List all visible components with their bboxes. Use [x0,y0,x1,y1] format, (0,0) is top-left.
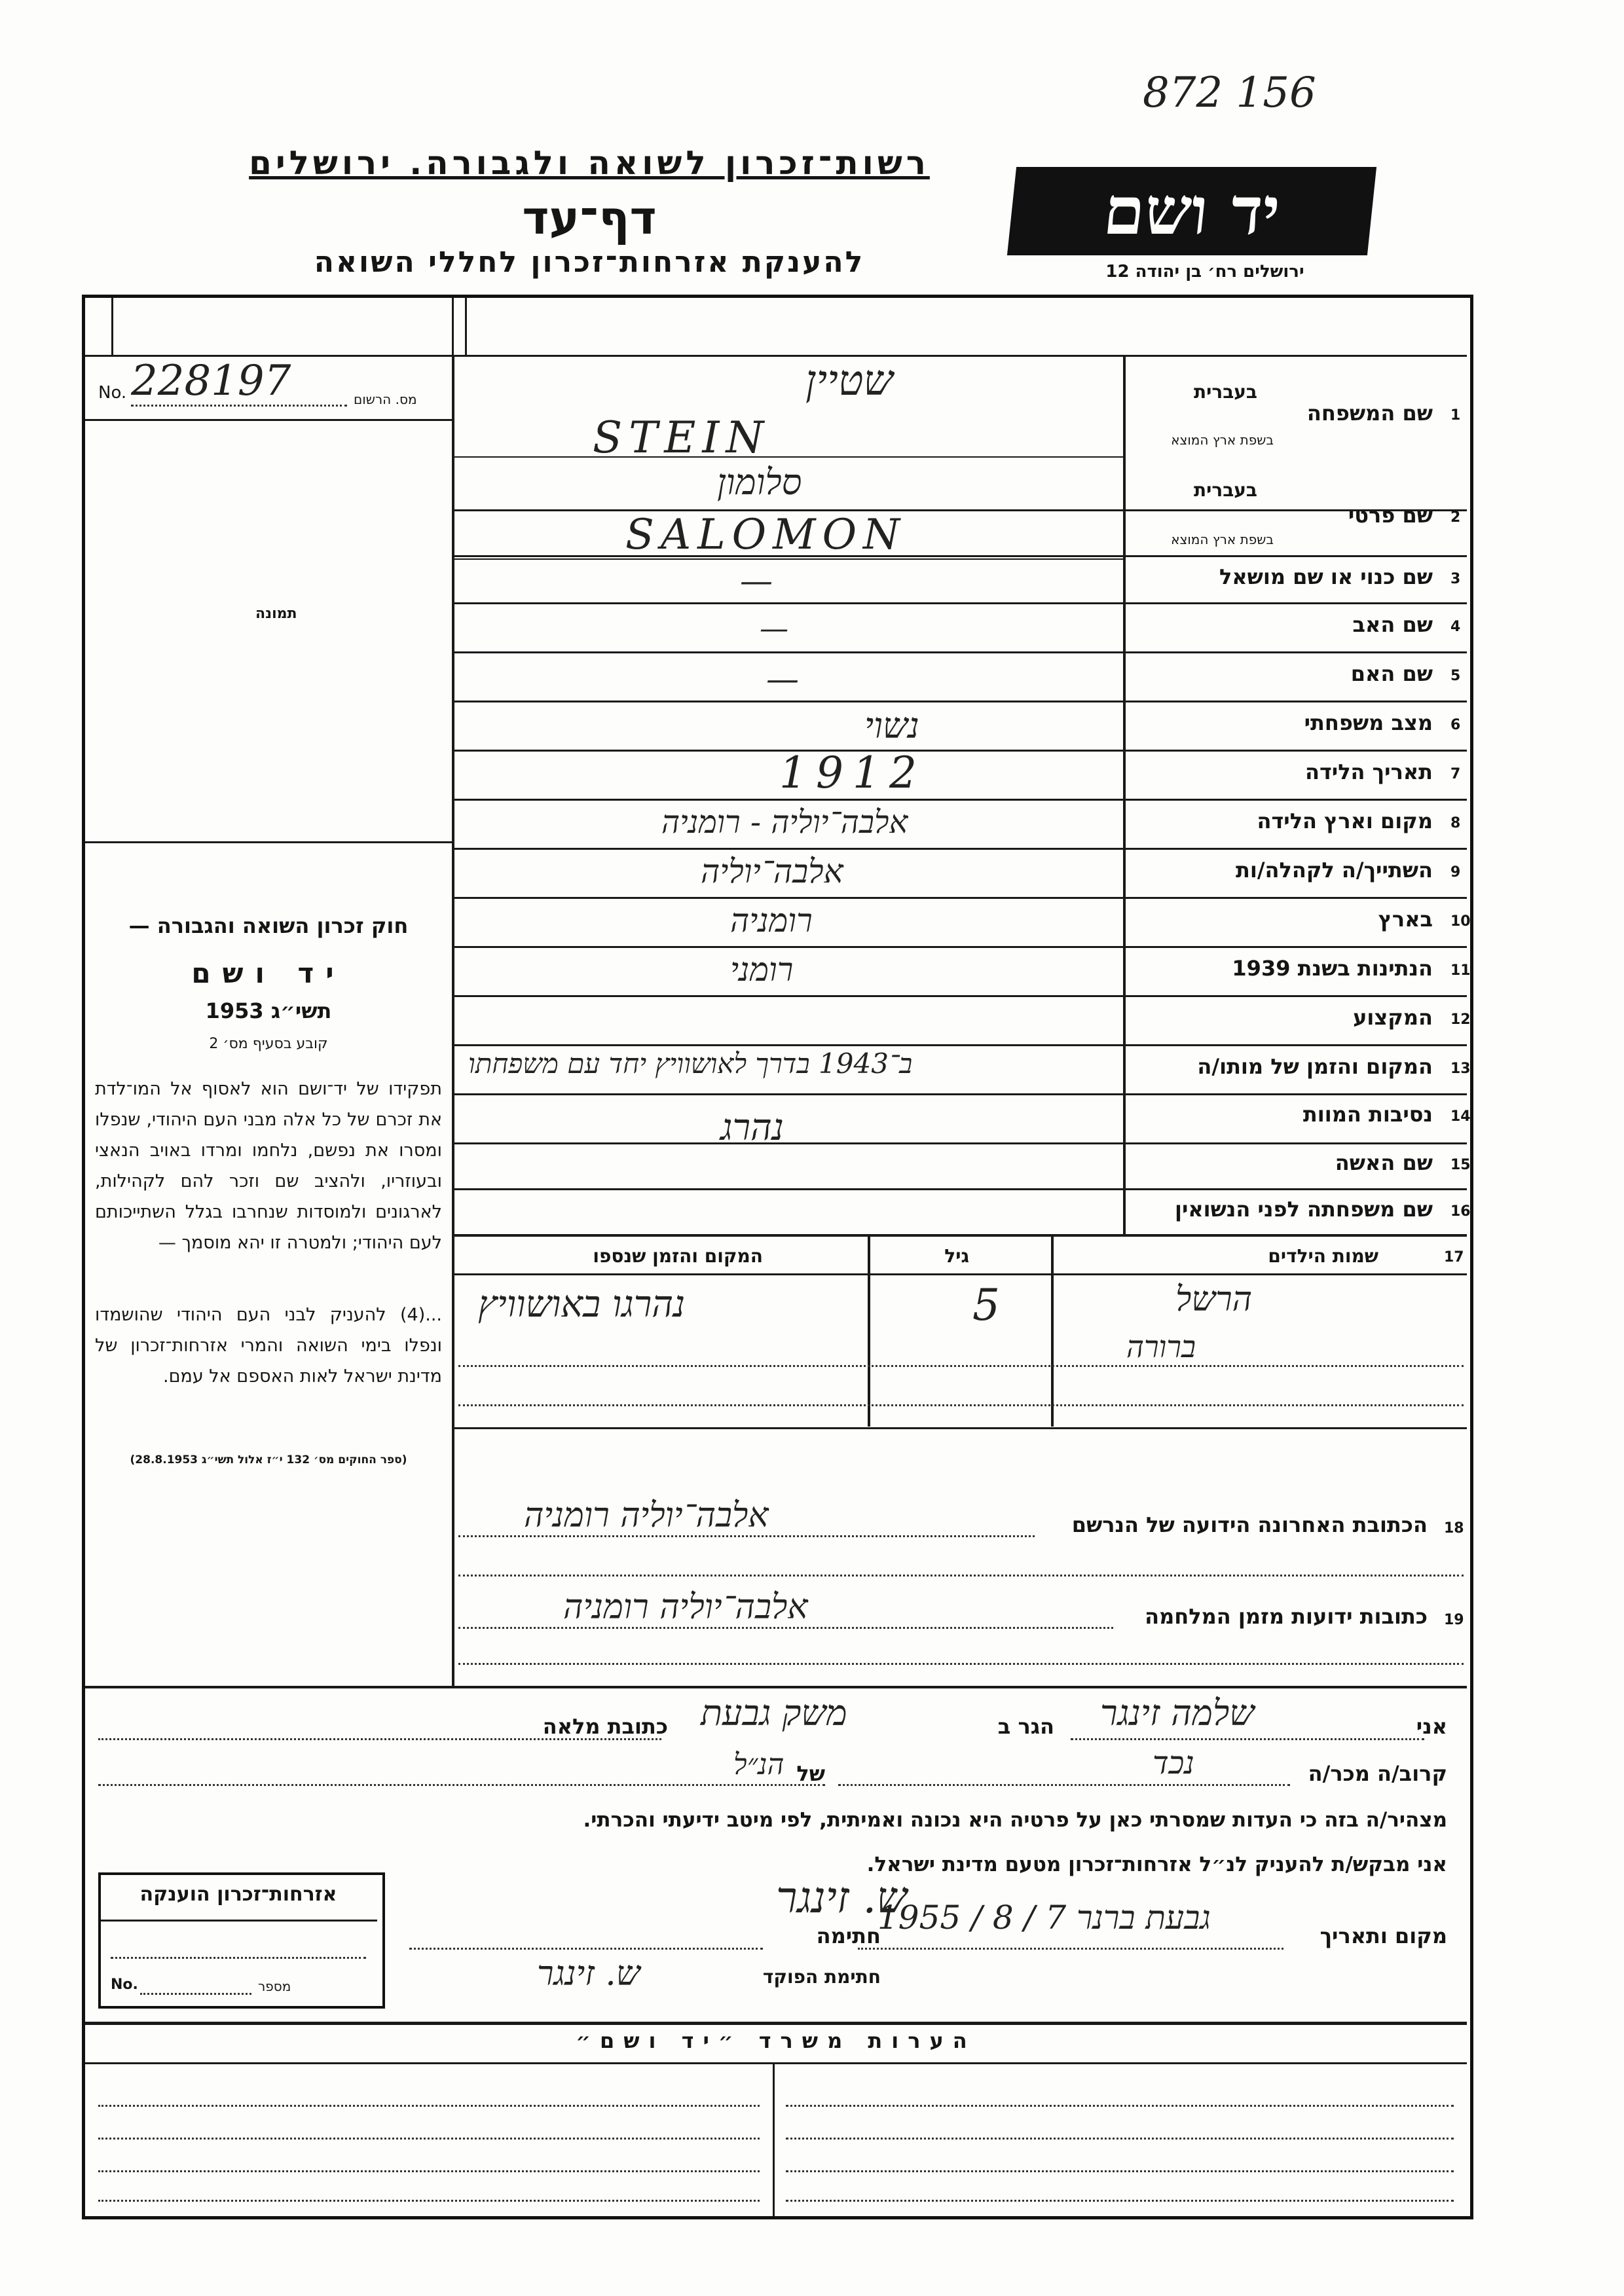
field-6-number: 6 [1450,717,1461,733]
field-5-number: 5 [1450,668,1461,684]
photo-label: תמונה [255,606,297,622]
child-name-2: ברורה [1126,1329,1196,1364]
declaration-of-value: הנ״ל [733,1748,784,1781]
field-5-value: — [766,660,799,698]
field-13-value: ב־1943 בדרך לאושוויץ יחד עם משפחתו [468,1048,913,1080]
declaration-full-address-label: כתובת מלאה [542,1714,668,1739]
field-9-number: 9 [1450,864,1461,881]
field-19-label: כתובות ידועות מזמן המלחמה [1145,1604,1428,1629]
field-15-number: 15 [1450,1157,1471,1173]
field-1-number: 1 [1450,407,1461,424]
field-13-label: המקום והזמן של מותו/ה [1197,1054,1433,1079]
field-4-number: 4 [1450,619,1461,635]
field-18-number: 18 [1444,1520,1464,1537]
field-7-label: תאריך הלידה [1304,759,1433,784]
citizenship-box [98,1872,385,2009]
registration-no-label: No. [98,383,127,403]
field-19-number: 19 [1444,1612,1464,1628]
declarant-residence: משק גבעת [701,1692,847,1734]
field-4-value: — [760,612,788,646]
form-title: דף־עד [522,191,657,245]
field-18-label: הכתובת האחרונה הידועה של הנרשם [1071,1512,1428,1537]
field-7-value: 1912 [779,748,926,798]
field-11-number: 11 [1450,962,1471,979]
logo-address: ירושלים רח׳ בן יהודה 12 [1105,262,1304,282]
field-2-lang-label: בשפת ארץ המוצא [1171,532,1274,547]
field-14-value: נהרג [720,1106,784,1149]
field-18-value: אלבה־יוליה רומניה [524,1496,769,1535]
field-15-label: שם האשה [1335,1150,1433,1175]
law-name: יד ושם [191,957,346,989]
law-reference: (ספר החוקים מס׳ 132 י״ז אלול תשי״ג 28.8.1953) [130,1453,407,1467]
child-place: נהרגו באושוויץ [478,1283,686,1326]
field-3-label: שם כנוי או שם מושאל [1219,564,1433,589]
yad-vashem-logo [1007,167,1376,255]
field-1-label: שם המשפחה [1306,401,1433,426]
declaration-statement: מצהיר/ה בזה כי העדות שמסרתי כאן על פרטיה היא נכונה ואמיתית, לפי מיטב ידיעתי והכרתי. [583,1808,1447,1832]
law-paragraph-2: ...(4) להעניק לבני העם היהודי שהושמדו ונפלו בימי השואה והמרי אזרחות־זכרון של מדינת ישראל לאות האספם אל עמם. [95,1305,442,1387]
signature-value: ש. זינגר [776,1872,908,1923]
field-1-lang-value: STEIN [593,412,771,463]
field-10-value: רומניה [730,902,813,939]
signature-label: חתימה [816,1923,881,1948]
declaration-of-label: של [796,1761,825,1786]
field-3-number: 3 [1450,571,1461,587]
declarant-name: שלמה זינגר [1100,1692,1255,1734]
registration-number: 228197 [131,357,291,405]
field-6-value: נשוי [864,705,919,746]
field-10-label: בארץ [1378,907,1433,932]
field-5-label: שם האם [1350,661,1433,686]
law-clause: קובע בסעיף מס׳ 2 [209,1036,328,1052]
field-2-hebrew-label: בעברית [1193,479,1257,501]
field-8-number: 8 [1450,815,1461,831]
officer-signature-value: ש. זינגר [537,1954,640,1994]
field-2-hebrew-value: סלומון [717,462,802,503]
field-2-number: 2 [1450,509,1461,526]
declarant-relation: נכד [1153,1745,1194,1781]
field-16-number: 16 [1450,1203,1471,1220]
authority-title: רשות־זכרון לשואה ולגבורה. ירושלים [249,144,930,182]
remarks-label: הערות משרד ״יד ושם״ [576,2028,976,2053]
declaration-relative-label: קרוב/ה מכר/ה [1308,1761,1447,1786]
field-17-number: 17 [1444,1249,1464,1266]
field-11-label: הנתינות בשנת 1939 [1232,956,1433,981]
logo-text: יד ושם [1099,172,1284,249]
registration-label: מס. הרשום [354,392,417,407]
field-12-label: המקצוע [1353,1005,1433,1030]
field-8-value: אלבה־יוליה - רומניה [661,804,908,841]
field-3-value: — [740,562,773,600]
field-14-number: 14 [1450,1108,1471,1125]
child-name: הרשל [1175,1280,1253,1319]
place-value: גבעת ברנר 7 / 8 / 1955 [877,1899,1211,1937]
officer-signature-label: חתימת הפוקד [762,1966,881,1988]
field-10-number: 10 [1450,913,1471,930]
law-paragraph-1: תפקידו של יד־ושם הוא לאסוף אל המו־לדת את זכרם של כל אלה מבני העם היהודי, שנפלו ומסרו את נפשם, נלחמו ומרדו באויב הנאצי ובעוזריו, ולהציב שם וזכר להם לקהילות, לארגונים ולמוסדות שנחרבו בגלל השתייכותם לעם היהודי; ולמטרה זו יהא מוסמך — [95,1079,442,1253]
child-age: 5 [972,1280,1000,1330]
children-col-age: גיל [944,1245,969,1267]
citizenship-number-label: מספר [258,1978,291,1994]
citizenship-box-title: אזרחות־זכרון הוענקה [139,1883,337,1906]
field-14-label: נסיבות המוות [1302,1102,1433,1127]
declaration-resident-label: הגר ב [997,1714,1054,1739]
field-1-lang-label: בשפת ארץ המוצא [1171,432,1274,448]
field-1-hebrew-value: שטיין [805,357,893,405]
field-6-label: מצב משפחתי [1304,710,1433,735]
children-col-place: המקום והזמן שנספו [593,1245,763,1267]
field-12-number: 12 [1450,1011,1471,1028]
field-11-value: רומני [730,951,794,989]
field-8-label: מקום וארץ הלידה [1257,809,1433,833]
field-4-label: שם האב [1352,612,1433,637]
declaration-i-label: אני [1416,1714,1447,1739]
field-13-number: 13 [1450,1061,1471,1077]
children-col-names: שמות הילדים [1268,1245,1378,1267]
declaration-request: אני מבקש/ת להעניק לנ״ל אזרחות־זכרון מטעם מדינת ישראל. [866,1853,1447,1876]
field-9-value: אלבה־יוליה [701,852,843,890]
law-year: תשי״ג 1953 [205,998,332,1023]
field-2-lang-value: SALOMON [625,511,907,559]
field-9-label: השתייך/ה לקהלה/ות [1235,858,1433,883]
field-7-number: 7 [1450,766,1461,782]
citizenship-no-label: No. [111,1977,138,1993]
law-title: חוק זכרון השואה והגבורה — [128,913,409,938]
field-16-label: שם משפחתה לפני הנשואין [1174,1197,1433,1222]
archive-number: 872 156 [1143,69,1316,117]
place-date-label: מקום ותאריך [1320,1923,1447,1948]
field-1-hebrew-label: בעברית [1193,381,1257,403]
field-19-value: אלבה־יוליה רומניה [563,1588,808,1627]
form-subtitle: להענקת אזרחות־זכרון לחללי השואה [314,246,865,279]
field-2-label: שם פרטי [1348,503,1433,528]
